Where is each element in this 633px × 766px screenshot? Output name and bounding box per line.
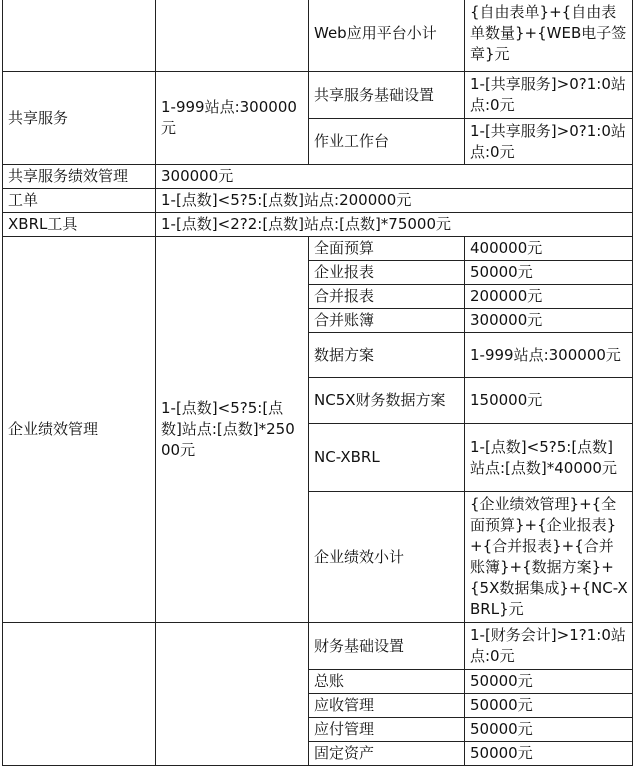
table-row xyxy=(3,213,633,237)
module-cell: 共享服务绩效管理 xyxy=(3,165,156,189)
item-price-cell: 50000元 xyxy=(465,261,633,285)
module-cell: 工单 xyxy=(3,189,156,213)
table-row xyxy=(3,189,633,213)
item-price-cell: 50000元 xyxy=(465,694,633,718)
item-name-cell: 数据方案 xyxy=(309,333,465,378)
item-name-cell: 合并账簿 xyxy=(309,309,465,333)
item-name-cell: 财务基础设置 xyxy=(309,623,465,670)
module-cell: XBRL工具 xyxy=(3,213,156,237)
item-name-cell: NC-XBRL xyxy=(309,424,465,492)
module-cell-empty xyxy=(3,0,156,72)
item-price-cell: 50000元 xyxy=(465,718,633,742)
item-price-cell: 1-[点数]<5?5:[点数]站点:[点数]*40000元 xyxy=(465,424,633,492)
item-name-cell: 应收管理 xyxy=(309,694,465,718)
item-price-cell: 200000元 xyxy=(465,285,633,309)
item-name-cell: 总账 xyxy=(309,670,465,694)
item-price-cell: 1-[共享服务]>0?1:0站点:0元 xyxy=(465,119,633,165)
item-name-cell: 应付管理 xyxy=(309,718,465,742)
item-price-cell: 300000元 xyxy=(465,309,633,333)
item-name-cell: 企业绩效小计 xyxy=(309,492,465,623)
item-name-cell: 企业报表 xyxy=(309,261,465,285)
item-price-cell: 400000元 xyxy=(465,237,633,261)
price-cell: 1-[点数]<2?2:[点数]站点:[点数]*75000元 xyxy=(156,213,633,237)
item-price-cell: 1-[财务会计]>1?1:0站点:0元 xyxy=(465,623,633,670)
table-row xyxy=(3,237,633,261)
item-name-cell: Web应用平台小计 xyxy=(309,0,465,72)
base-price-cell: 1-999站点:300000元 xyxy=(156,72,309,165)
base-price-cell: 1-[点数]<5?5:[点数]站点:[点数]*25000元 xyxy=(156,237,309,623)
module-cell-empty xyxy=(3,623,156,766)
item-price-cell: 1-[共享服务]>0?1:0站点:0元 xyxy=(465,72,633,119)
item-name-cell: 全面预算 xyxy=(309,237,465,261)
item-price-cell: 50000元 xyxy=(465,670,633,694)
item-price-cell: 50000元 xyxy=(465,742,633,766)
base-price-cell-empty xyxy=(156,0,309,72)
module-cell: 企业绩效管理 xyxy=(3,237,156,623)
item-name-cell: 固定资产 xyxy=(309,742,465,766)
item-name-cell: 作业工作台 xyxy=(309,119,465,165)
item-price-cell: {企业绩效管理}+{全面预算}+{企业报表}+{合并报表}+{合并账簿}+{数据方案}+{5X数据集成}+{NC-XBRL}元 xyxy=(465,492,633,623)
table-row xyxy=(3,623,633,670)
table-row xyxy=(3,72,633,119)
item-name-cell: 合并报表 xyxy=(309,285,465,309)
item-price-cell: {自由表单}+{自由表单数量}+{WEB电子签章}元 xyxy=(465,0,633,72)
pricing-table xyxy=(2,0,633,766)
price-cell: 300000元 xyxy=(156,165,633,189)
table-row xyxy=(3,0,633,72)
table-row xyxy=(3,165,633,189)
price-cell: 1-[点数]<5?5:[点数]站点:200000元 xyxy=(156,189,633,213)
item-price-cell: 1-999站点:300000元 xyxy=(465,333,633,378)
item-name-cell: NC5X财务数据方案 xyxy=(309,378,465,424)
item-name-cell: 共享服务基础设置 xyxy=(309,72,465,119)
base-price-cell-empty xyxy=(156,623,309,766)
item-price-cell: 150000元 xyxy=(465,378,633,424)
module-cell: 共享服务 xyxy=(3,72,156,165)
